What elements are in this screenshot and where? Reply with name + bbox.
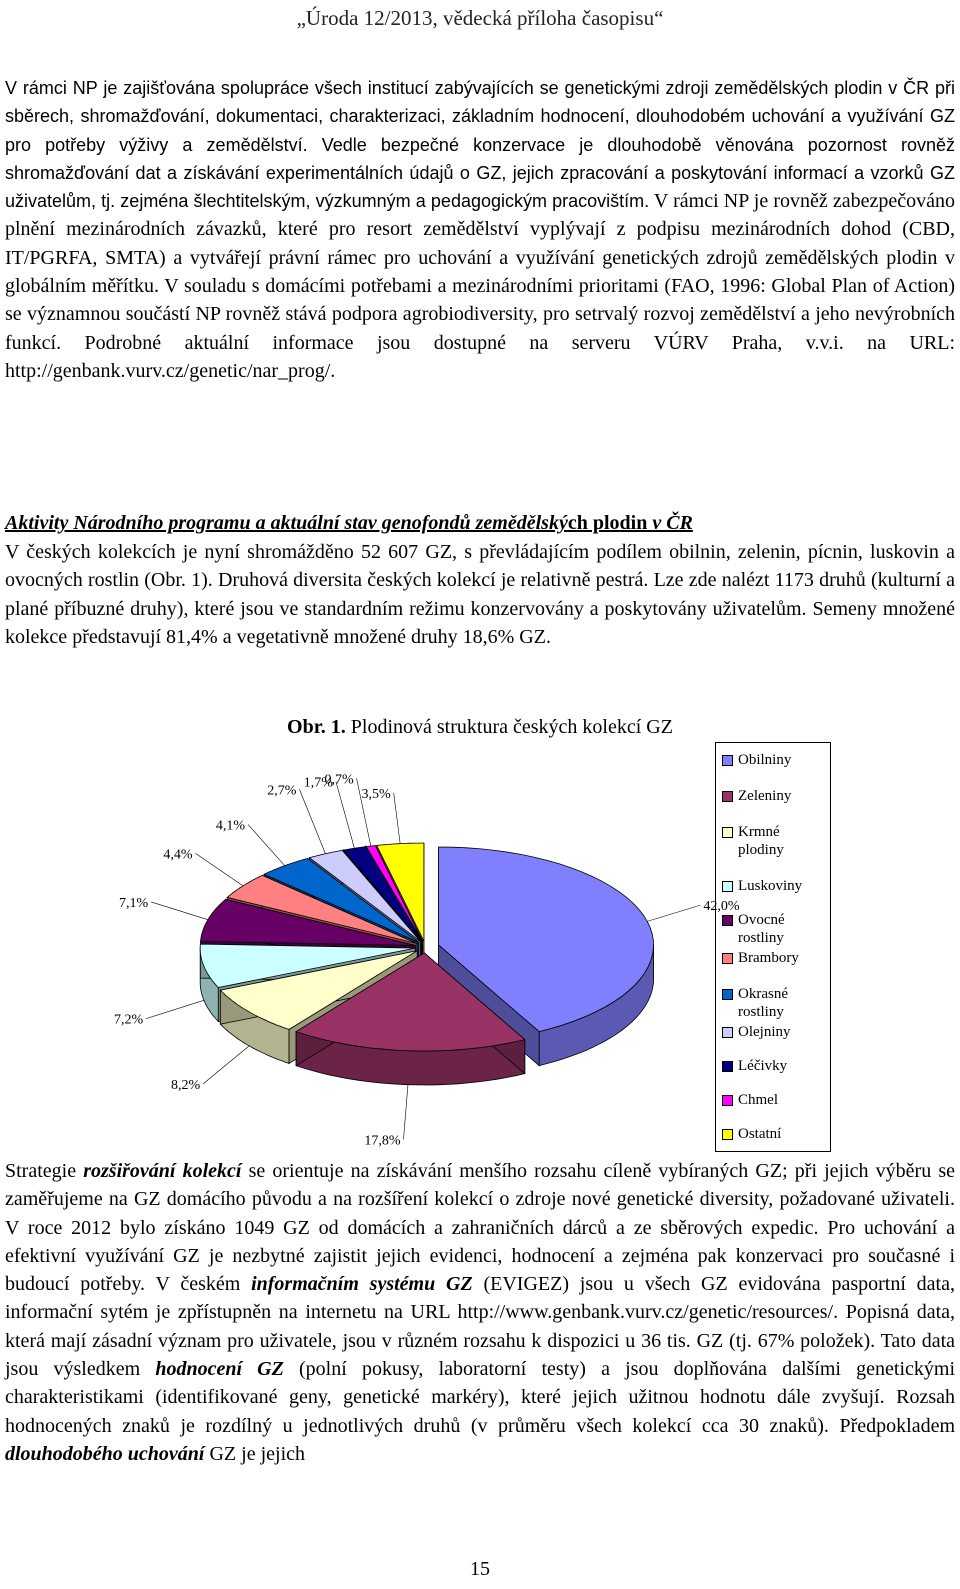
pie-data-label-6: 4,4%	[163, 847, 193, 863]
pie-data-label-10: 0,7%	[324, 772, 354, 788]
intro-text-1: V rámci NP je zajišťována spolupráce všech institucí zabývajících se genetickými zdroji zemědělských plodin v ČR při sběrech, shromažďování, dokumentaci, charakterizaci, základním hodnocení, dlouhodobém uchování a využívání GZ pro potřeby výživy a zemědělství. Vedle bezpečné konzervace je dlouhodobě věnována pozornost rovněž shromažďování dat a získávání experimentálních údajů o GZ, jejich zpracování a poskytování informací a vzorků GZ uživatelům, tj. zejména šlechtitelským, výzkumným a pedagogickým pracovištím.	[5, 78, 955, 212]
legend-swatch-4	[722, 881, 733, 892]
legend-label-4: Luskoviny	[738, 878, 803, 894]
strategy-emphasis-uchovani: dlouhodobého uchování	[5, 1442, 205, 1465]
chart-legend	[715, 742, 831, 1152]
legend-label-5: Ovocné rostliny	[738, 912, 785, 946]
pie-leader-line-3	[203, 1046, 249, 1084]
strategy-text-i: GZ je jejich	[204, 1442, 306, 1465]
legend-label-9: Léčivky	[738, 1058, 788, 1074]
figure-label: Obr. 1.	[287, 716, 346, 738]
pie-leader-line-6	[196, 853, 244, 885]
pie-leader-line-9	[336, 782, 354, 849]
strategy-paragraph	[5, 1157, 955, 1468]
legend-swatch-11	[722, 1129, 733, 1140]
intro-text-2: V rámci NP je rovněž zabezpečováno plnění mezinárodních závazků, které pro resort zemědělství vyplývají z podpisu mezinárodních dohod (CBD, IT/PGRFA, SMTA) a vytvářejí právní rámec pro uchování a využívání genetických zdrojů zemědělských plodin v globálním měřítku. V souladu s domácími potřebami a mezinárodními prioritami (FAO, 1996: Global Plan of Action) se významnou součástí NP rovněž stává podpora agrobiodiversity, pro setrvalý rozvoj zemědělství a jeho nevýrobních funkcí. Podrobné aktuální informace jsou dostupné na serveru VÚRV Praha, v.v.i. na URL: http://genbank.vurv.cz/genetic/nar_prog/.	[5, 190, 956, 382]
running-header: „Úroda 12/2013, vědecká příloha časopisu“	[296, 6, 664, 30]
strategy-text-g: (polní pokusy, laboratorní testy) a jsou doplňována dalšími genetickými charakteristikami (identifikované geny, genetické markéry), které jejich užitnou hodnotu dále zvyšují. Rozsah hodnocených znaků je rozdílný u jednotlivých druhů (v průměru všech kolekcí cca 30 znaků). Předpokladem	[5, 1358, 956, 1437]
strategy-text-e: (EVIGEZ) jsou u všech GZ evidována pasportní data, informační sytém je zpřístupněn na internetu na URL http://www.genbank.vurv.cz/genetic/resources/. Popisná data, která mají zásadní význam pro uživatele, jsou v různém rozsahu k dispozici u 36 tis. GZ (tj. 67% položek). Tato data jsou výsledkem	[5, 1273, 955, 1381]
pie-data-label-5: 7,1%	[118, 895, 149, 911]
pie-data-label-3: 8,2%	[170, 1077, 201, 1093]
section-heading-tail: v ČR	[652, 512, 693, 534]
strategy-text-c: se orientuje na získávání menšího rozsahu cíleně vybíraných GZ; při jejich výběru se zaměřujeme na GZ domácího původu a na rozšíření kolekcí o zdroje nové genetické diversity, požadované uživateli. V roce 2012 bylo získáno 1049 GZ od domácích a zahraničních dárců a ze sběrových expedic. Pro uchování a efektivní využívání GZ je nezbytné zajistit jejich evidenci, hodnocení a zejména pak konzervaci pro současné i budoucí potřeby. V českém	[5, 1160, 955, 1296]
legend-swatch-2	[722, 791, 733, 802]
legend-label-2: Zeleniny	[738, 788, 792, 804]
legend-label-10: Chmel	[738, 1092, 778, 1108]
legend-swatch-8	[722, 1027, 733, 1038]
pie-data-label-7: 4,1%	[215, 818, 246, 834]
pie-data-label-4: 7,2%	[113, 1012, 144, 1028]
legend-label-8: Olejniny	[738, 1024, 791, 1040]
pie-data-label-11: 3,5%	[361, 786, 391, 802]
section-heading-plain: ch plodin	[567, 512, 653, 534]
strategy-emphasis-informacni-system: informačním systému GZ	[251, 1273, 473, 1296]
page-number: 15	[470, 1558, 490, 1580]
legend-swatch-6	[722, 953, 733, 964]
pie-data-label-8: 2,7%	[267, 783, 297, 799]
legend-label-3: Krmné plodiny	[738, 824, 784, 858]
pie-chart	[113, 742, 740, 1149]
legend-label-1: Obilniny	[738, 752, 792, 768]
pie-leader-line-11	[394, 793, 400, 844]
pie-leader-line-5	[151, 902, 208, 920]
figure-title: Plodinová struktura českých kolekcí GZ	[345, 716, 673, 738]
pie-leader-line-2	[403, 1085, 407, 1140]
intro-paragraph	[5, 74, 955, 385]
legend-label-7: Okrasné rostliny	[738, 986, 788, 1020]
pie-data-label-9: 1,7%	[303, 775, 333, 791]
section-heading-italic: Aktivity Národního programu a aktuální stav genofondů zemědělský	[5, 512, 568, 534]
pie-leader-line-1	[647, 905, 700, 921]
legend-swatch-7	[722, 989, 733, 1000]
legend-swatch-1	[722, 755, 733, 766]
legend-label-11: Ostatní	[738, 1126, 782, 1142]
legend-swatch-3	[722, 827, 733, 838]
pie-leader-line-8	[299, 789, 325, 853]
pie-data-label-1: 42,0%	[703, 899, 740, 915]
section-heading	[5, 512, 693, 535]
strategy-emphasis-rozsirovani: rozšiřování kolekcí	[83, 1160, 242, 1182]
legend-swatch-9	[722, 1061, 733, 1072]
strategy-emphasis-hodnoceni: hodnocení GZ	[155, 1358, 284, 1381]
legend-swatch-10	[722, 1095, 733, 1106]
pie-data-label-2: 17,8%	[364, 1133, 401, 1149]
pie-leader-line-4	[146, 1000, 204, 1018]
legend-label-6: Brambory	[738, 950, 799, 966]
legend-swatch-5	[722, 915, 733, 926]
strategy-text-a: Strategie	[5, 1160, 84, 1182]
pie-leader-line-7	[248, 825, 285, 866]
section-paragraph: V českých kolekcích je nyní shromážděno 52 607 GZ, s převládajícím podílem obilnin, zelenin, pícnin, luskovin a ovocných rostlin (Obr. 1). Druhová diversita českých kolekcí je relativně pestrá. Lze zde nalézt 1173 druhů (kulturní a plané příbuzné druhy), které jsou ve standardním režimu konzervovány a poskytovány uživatelům. Semeny množené kolekce představují 81,4% a vegetativně množené druhy 18,6% GZ.	[5, 541, 955, 648]
figure-caption	[0, 716, 960, 739]
